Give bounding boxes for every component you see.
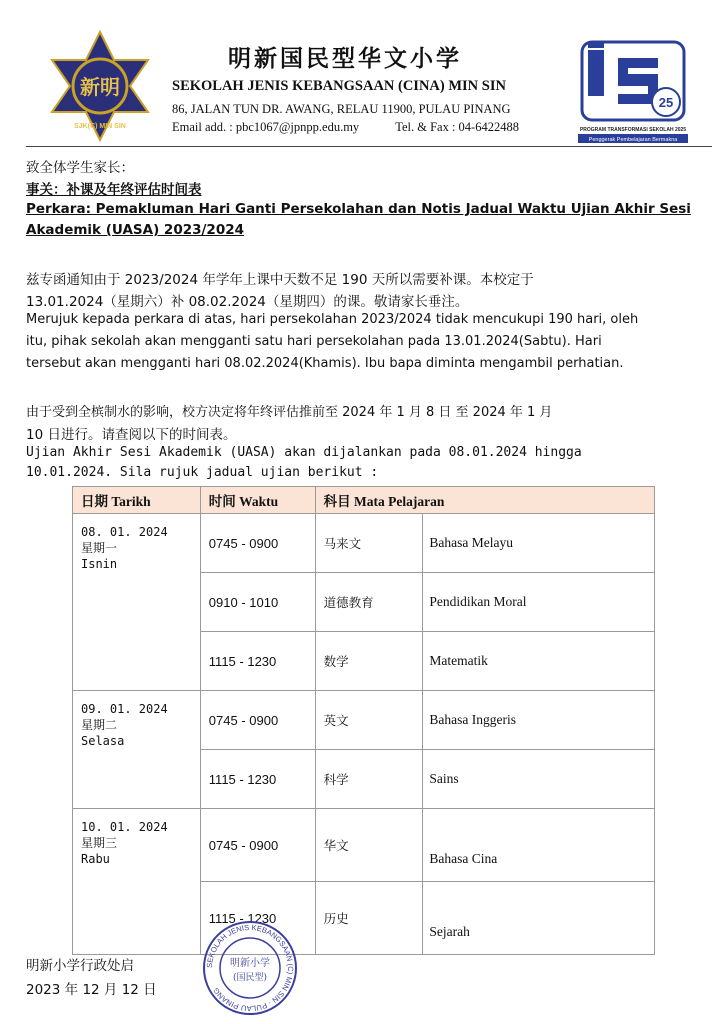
subject-cn: 科学 — [315, 750, 423, 809]
letter-date: 2023 年 12 月 12 日 — [26, 982, 157, 998]
school-address: 86, JALAN TUN DR. AWANG, RELAU 11900, PULAU PINANG — [172, 102, 511, 116]
header-time: 时间 Waktu — [200, 487, 315, 514]
subject-ms: Bahasa Cina — [423, 809, 655, 882]
exam-time: 1115 - 1230 — [200, 750, 315, 809]
svg-text:25: 25 — [658, 95, 674, 110]
exam-date: 09. 01. 2024 — [81, 702, 168, 716]
para2-chinese-line1: 由于受到全槟制水的影响，校方决定将年终评估推前至 2024 年 1 月 8 日 至 2024 年 1 月 — [26, 405, 553, 420]
date-cell — [73, 691, 201, 809]
header-divider — [26, 146, 712, 147]
subject-ms: Sejarah — [423, 882, 655, 955]
salutation: 致全体学生家长： — [26, 160, 134, 176]
exam-day-cn: 星期三 — [81, 836, 118, 850]
table-row — [73, 691, 655, 750]
exam-date: 10. 01. 2024 — [81, 820, 168, 834]
subject-ms: Bahasa Melayu — [423, 514, 655, 573]
para1-chinese-line1: 兹专函通知由于 2023/2024 年学年上课中天数不足 190 天所以需要补课。本校定于 — [26, 272, 534, 288]
school-logo-star — [44, 30, 156, 142]
school-tel-fax: Tel. & Fax : 04-6422488 — [395, 120, 519, 134]
table-header-row — [73, 487, 655, 514]
subject-ms: Matematik — [423, 632, 655, 691]
para1-malay-line3: tersebut akan mengganti hari 08.02.2024(Khamis). Ibu bapa diminta mengambil perhatian. — [26, 356, 624, 371]
exam-time: 0745 - 0900 — [200, 691, 315, 750]
date-cell — [73, 514, 201, 691]
exam-time: 1115 - 1230 — [200, 632, 315, 691]
subject-chinese: 事关：补课及年终评估时间表 — [26, 182, 202, 198]
exam-time: 0745 - 0900 — [200, 514, 315, 573]
school-contact — [172, 120, 519, 135]
exam-time: 1115 - 1230 — [200, 882, 315, 955]
exam-day-cn: 星期一 — [81, 541, 118, 555]
svg-text:SJK(C) MIN SIN: SJK(C) MIN SIN — [74, 123, 126, 130]
school-name-malay: SEKOLAH JENIS KEBANGSAAN (CINA) MIN SIN — [172, 78, 506, 94]
subject-ms: Pendidikan Moral — [423, 573, 655, 632]
school-name-chinese: 明新国民型华文小学 — [228, 45, 462, 72]
svg-text:PROGRAM TRANSFORMASI SEKOLAH 2: PROGRAM TRANSFORMASI SEKOLAH 2025 — [579, 127, 687, 133]
exam-time: 0910 - 1010 — [200, 573, 315, 632]
subject-malay-line1: Perkara: Pemakluman Hari Ganti Persekolahan dan Notis Jadual Waktu Ujian Akhir Sesi — [26, 201, 691, 217]
exam-day-cn: 星期二 — [81, 718, 118, 732]
para1-malay-line1: Merujuk kepada perkara di atas, hari persekolahan 2023/2024 tidak mencukupi 190 hari, oleh — [26, 312, 639, 327]
signoff: 明新小学行政处启 — [26, 958, 134, 974]
school-email: Email add. : pbc1067@jpnpp.edu.my — [172, 120, 360, 134]
svg-text:明新小学: 明新小学 — [230, 958, 270, 969]
school-stamp — [200, 920, 300, 1016]
header-subject: 科目 Mata Pelajaran — [315, 487, 654, 514]
para2-malay-line2: 10.01.2024. Sila rujuk jadual ujian berikut : — [26, 465, 379, 480]
exam-date: 08. 01. 2024 — [81, 525, 168, 539]
header-date: 日期 Tarikh — [73, 487, 201, 514]
subject-cn: 道德教育 — [315, 573, 423, 632]
table-row — [73, 809, 655, 882]
para2-chinese-line2: 10 日进行。请查阅以下的时间表。 — [26, 427, 237, 443]
svg-text:新明: 新明 — [80, 75, 120, 99]
date-cell — [73, 809, 201, 955]
subject-cn: 数学 — [315, 632, 423, 691]
subject-ms: Bahasa Inggeris — [423, 691, 655, 750]
subject-malay-line2: Akademik (UASA) 2023/2024 — [26, 222, 245, 238]
subject-cn: 历史 — [315, 882, 423, 955]
table-row — [73, 514, 655, 573]
exam-day-ms: Selasa — [81, 734, 125, 748]
para1-chinese-line2: 13.01.2024（星期六）补 08.02.2024（星期四）的课。敬请家长垂注。 — [26, 294, 469, 310]
para2-malay-line1: Ujian Akhir Sesi Akademik (UASA) akan dijalankan pada 08.01.2024 hingga — [26, 445, 582, 460]
svg-text:Penggerak Pembelajaran Bermakn: Penggerak Pembelajaran Bermakna — [588, 137, 678, 143]
subject-cn: 马来文 — [315, 514, 423, 573]
subject-cn: 英文 — [315, 691, 423, 750]
exam-day-ms: Rabu — [81, 852, 110, 866]
svg-text:SEKOLAH JENIS KEBANGSAAN (C) M: SEKOLAH JENIS KEBANGSAAN (C) MIN SIN · PULAU PINANG — [204, 922, 296, 1014]
para1-malay-line2: itu, pihak sekolah akan mengganti satu hari persekolahan pada 13.01.2024(Sabtu). Hari — [26, 334, 602, 349]
svg-text:(国民型): (国民型) — [232, 973, 268, 983]
exam-time: 0745 - 0900 — [200, 809, 315, 882]
exam-day-ms: Isnin — [81, 557, 118, 571]
subject-cn: 华文 — [315, 809, 423, 882]
pts-2025-logo — [574, 40, 692, 144]
subject-ms: Sains — [423, 750, 655, 809]
exam-schedule-table — [72, 486, 655, 955]
